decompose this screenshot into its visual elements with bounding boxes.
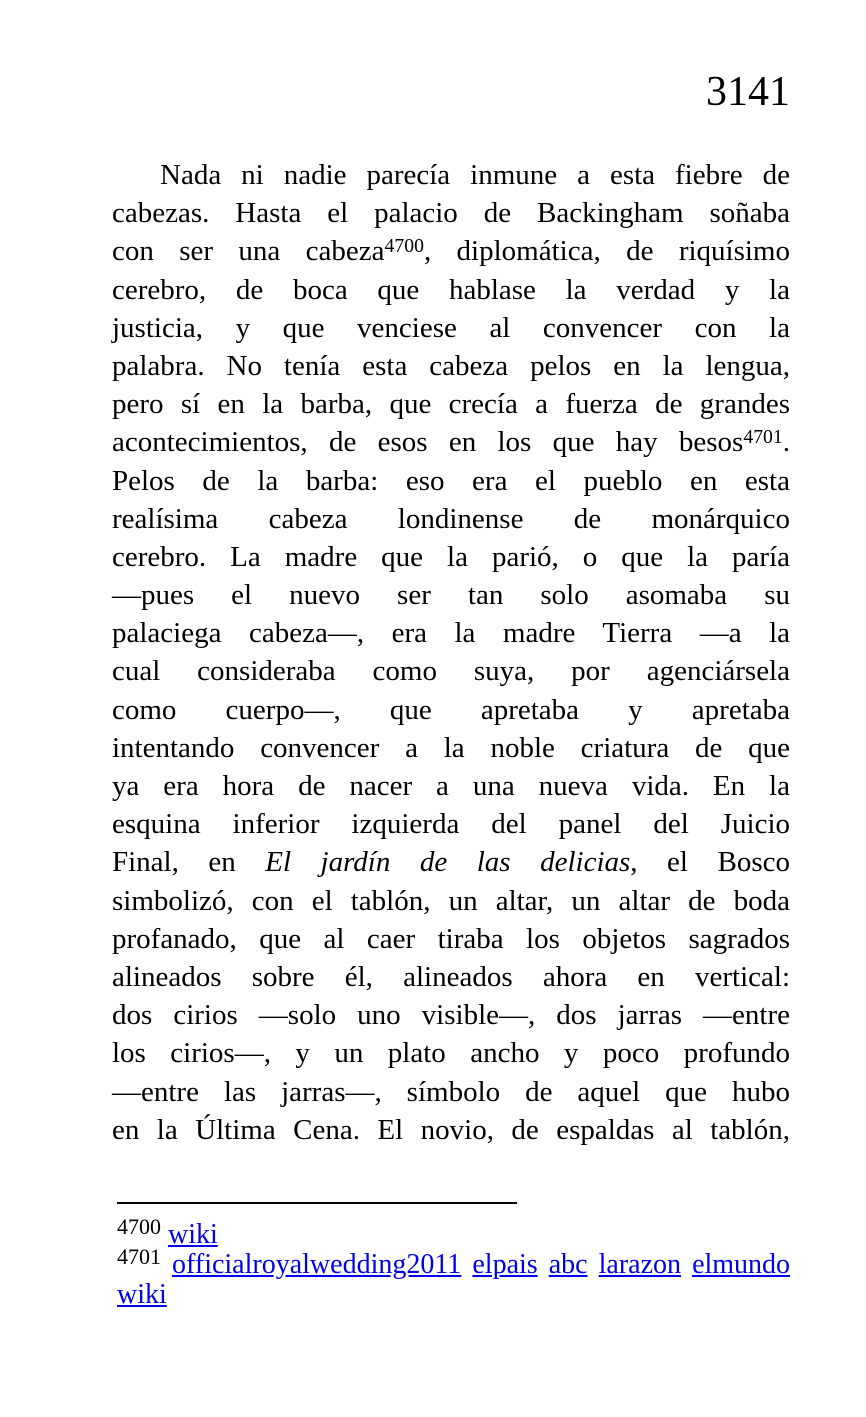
footnote-link-wiki[interactable]: wiki <box>117 1279 167 1310</box>
body-line <box>112 500 790 538</box>
text-segment: realísima cabeza londinense de monárquico <box>112 502 790 535</box>
text-segment: , el Bosco <box>630 846 790 879</box>
text-segment: acontecimientos, de esos en los que hay besos <box>112 426 744 459</box>
footnote-line <box>117 1214 790 1250</box>
text-segment: palabra. No tenía esta cabeza pelos en la lengua, <box>112 349 790 382</box>
footnote-separator <box>117 1202 517 1204</box>
body-line <box>112 309 790 347</box>
footnote-number: 4701 <box>117 1244 161 1270</box>
text-segment: . <box>782 426 790 459</box>
body-line <box>112 232 790 270</box>
body-line <box>112 271 790 309</box>
footnotes <box>117 1202 790 1310</box>
italic-book-title: El jardín de las delicias <box>265 846 631 879</box>
text-segment: —entre las jarras—, símbolo de aquel que hubo <box>112 1075 790 1108</box>
text-segment: , diplomática, de riquísimo <box>423 235 790 268</box>
text-segment: justicia, y que venciese al convencer con la <box>112 311 790 344</box>
body-line <box>112 920 790 958</box>
text-segment: intentando convencer a la noble criatura de que <box>112 731 790 764</box>
footnote-link-wiki[interactable]: wiki <box>168 1219 218 1250</box>
text-segment: profanado, que al caer tiraba los objetos sagrados <box>112 922 790 955</box>
footnote-link-elpais[interactable]: elpais <box>472 1249 538 1280</box>
body-text <box>112 156 790 1149</box>
text-segment: cerebro, de boca que hablase la verdad y la <box>112 273 790 306</box>
body-line <box>112 729 790 767</box>
body-line <box>112 996 790 1034</box>
text-segment: los cirios—, y un plato ancho y poco profundo <box>112 1037 790 1070</box>
footnote-ref-superscript: 4701 <box>743 426 783 449</box>
text-segment: Final, en <box>112 846 266 879</box>
body-line <box>112 691 790 729</box>
body-line <box>112 652 790 690</box>
text-segment: en la Última Cena. El novio, de espaldas al tablón, <box>112 1113 790 1146</box>
body-line <box>112 1034 790 1072</box>
body-line <box>112 423 790 461</box>
footnote-link-abc[interactable]: abc <box>548 1249 588 1280</box>
body-line <box>112 614 790 652</box>
text-segment: cerebro. La madre que la parió, o que la paría <box>112 540 790 573</box>
footnote-link-officialroyalwedding2011[interactable]: officialroyalwedding2011 <box>172 1249 462 1280</box>
text-segment: simbolizó, con el tablón, un altar, un altar de boda <box>112 884 790 917</box>
body-line <box>112 194 790 232</box>
page-number: 3141 <box>706 69 790 115</box>
body-line <box>112 462 790 500</box>
footnote-number: 4700 <box>117 1214 161 1240</box>
body-line <box>112 882 790 920</box>
body-line <box>112 1073 790 1111</box>
text-segment: alineados sobre él, alineados ahora en vertical: <box>112 960 790 993</box>
footnote-line <box>117 1244 791 1280</box>
text-segment: con ser una cabeza <box>112 235 385 268</box>
text-segment: dos cirios —solo uno visible—, dos jarras —entre <box>112 999 790 1032</box>
body-line <box>112 347 790 385</box>
footnote-ref-superscript: 4700 <box>384 235 424 258</box>
text-segment: —pues el nuevo ser tan solo asomaba su <box>112 579 790 612</box>
text-segment: Nada ni nadie parecía inmune a esta fiebre de <box>160 159 790 191</box>
text-segment: como cuerpo—, que apretaba y apretaba <box>112 693 790 726</box>
text-segment: pero sí en la barba, que crecía a fuerza de grandes <box>112 388 790 421</box>
body-line <box>112 156 790 194</box>
footnote-line <box>117 1280 790 1310</box>
body-line <box>112 1111 790 1149</box>
body-line <box>112 538 790 576</box>
text-segment: ya era hora de nacer a una nueva vida. En la <box>112 770 790 802</box>
text-segment: cabezas. Hasta el palacio de Backingham soñaba <box>112 197 790 230</box>
body-line <box>112 767 790 805</box>
text-segment: Pelos de la barba: eso era el pueblo en esta <box>112 464 790 497</box>
body-line <box>112 958 790 996</box>
footnote-link-larazon[interactable]: larazon <box>598 1249 682 1280</box>
text-segment: cual consideraba como suya, por agenciársela <box>112 655 790 688</box>
body-line <box>112 843 790 881</box>
body-line <box>112 385 790 423</box>
text-segment: esquina inferior izquierda del panel del Juicio <box>112 808 790 841</box>
text-segment: palaciega cabeza—, era la madre Tierra —a la <box>112 617 790 650</box>
footnote-link-elmundo[interactable]: elmundo <box>692 1249 791 1280</box>
body-line <box>112 576 790 614</box>
body-line <box>112 805 790 843</box>
